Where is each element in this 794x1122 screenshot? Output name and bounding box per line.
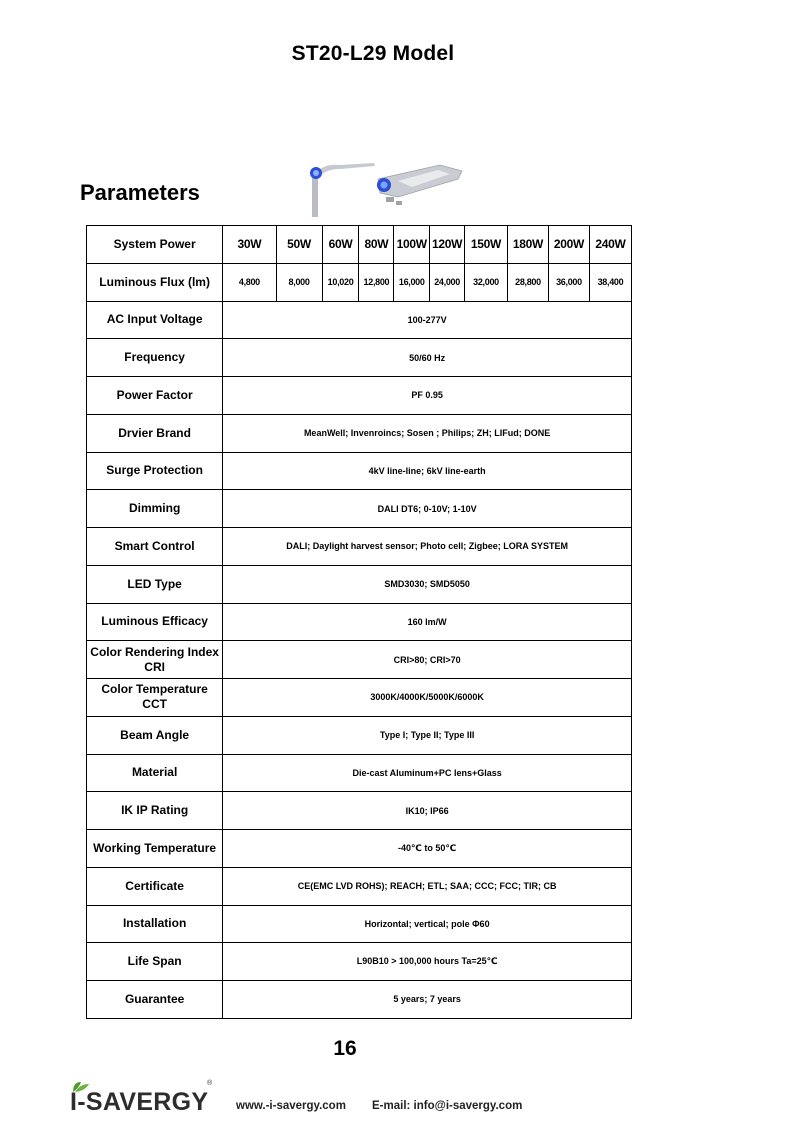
row-value: SMD3030; SMD5050: [223, 565, 632, 603]
row-value: 160 lm/W: [223, 603, 632, 641]
row-value: Horizontal; vertical; pole Φ60: [223, 905, 632, 943]
parameters-table: [86, 225, 632, 1019]
logo-text: I-SAVERGY: [70, 1088, 209, 1116]
row-label: Working Temperature: [87, 830, 223, 868]
table-row: [87, 339, 632, 377]
power-cell: 240W: [589, 226, 631, 264]
table-row: [87, 905, 632, 943]
table-row: [87, 377, 632, 415]
row-value: IK10; IP66: [223, 792, 632, 830]
table-row: [87, 528, 632, 566]
registered-mark: ®: [207, 1080, 213, 1087]
power-cell: 120W: [430, 226, 465, 264]
row-label: Material: [87, 754, 223, 792]
row-label: Luminous Flux (lm): [87, 263, 223, 301]
row-label: Beam Angle: [87, 716, 223, 754]
page-title: ST20-L29 Model: [291, 42, 455, 65]
power-cell: 200W: [548, 226, 589, 264]
table-row: [87, 754, 632, 792]
power-cell: 60W: [322, 226, 359, 264]
power-cell: 50W: [276, 226, 322, 264]
row-value: -40℃ to 50℃: [223, 830, 632, 868]
row-value: Die-cast Aluminum+PC lens+Glass: [223, 754, 632, 792]
row-label: Guarantee: [87, 981, 223, 1019]
flux-cell: 10,020: [322, 263, 359, 301]
power-cell: 180W: [508, 226, 549, 264]
power-cell: 80W: [359, 226, 394, 264]
row-value: 5 years; 7 years: [223, 981, 632, 1019]
row-label: Smart Control: [87, 528, 223, 566]
table-row: [87, 641, 632, 679]
table-row: [87, 226, 632, 264]
flux-cell: 24,000: [430, 263, 465, 301]
flux-cell: 8,000: [276, 263, 322, 301]
table-row: [87, 716, 632, 754]
flux-cell: 28,800: [508, 263, 549, 301]
table-row: [87, 981, 632, 1019]
row-value: CRI>80; CRI>70: [223, 641, 632, 679]
table-row: [87, 679, 632, 717]
row-value: L90B10 > 100,000 hours Ta=25℃: [223, 943, 632, 981]
row-label: Certificate: [87, 867, 223, 905]
power-cell: 100W: [394, 226, 430, 264]
flux-cell: 38,400: [589, 263, 631, 301]
table-row: [87, 943, 632, 981]
page-number: 16: [333, 1037, 357, 1060]
row-label: Power Factor: [87, 377, 223, 415]
row-value: 4kV line-line; 6kV line-earth: [223, 452, 632, 490]
row-label: Color Rendering Index CRI: [87, 641, 223, 679]
row-label: System Power: [87, 226, 223, 264]
brand-logo: [70, 1080, 220, 1116]
parameters-table-body: [87, 226, 632, 1019]
table-row: [87, 603, 632, 641]
flux-cell: 36,000: [548, 263, 589, 301]
row-value: Type I; Type II; Type III: [223, 716, 632, 754]
flux-cell: 12,800: [359, 263, 394, 301]
row-label: Installation: [87, 905, 223, 943]
email-link[interactable]: E-mail: info@i-savergy.com: [372, 1100, 523, 1112]
table-row: [87, 490, 632, 528]
row-value: DALI DT6; 0-10V; 1-10V: [223, 490, 632, 528]
flux-cell: 32,000: [464, 263, 507, 301]
table-row: [87, 830, 632, 868]
row-value: 50/60 Hz: [223, 339, 632, 377]
row-label: LED Type: [87, 565, 223, 603]
row-label: Luminous Efficacy: [87, 603, 223, 641]
section-heading: Parameters: [80, 180, 200, 205]
row-value: MeanWell; Invenroincs; Sosen ; Philips; ZH; LIFud; DONE: [223, 414, 632, 452]
power-cell: 30W: [223, 226, 276, 264]
row-label: Color Temperature CCT: [87, 679, 223, 717]
row-value: 3000K/4000K/5000K/6000K: [223, 679, 632, 717]
table-row: [87, 565, 632, 603]
row-label: AC Input Voltage: [87, 301, 223, 339]
row-value: 100-277V: [223, 301, 632, 339]
row-label: Drvier Brand: [87, 414, 223, 452]
row-label: Dimming: [87, 490, 223, 528]
table-row: [87, 452, 632, 490]
row-label: IK IP Rating: [87, 792, 223, 830]
table-row: [87, 301, 632, 339]
row-label: Frequency: [87, 339, 223, 377]
table-row: [87, 263, 632, 301]
product-image: [300, 157, 465, 217]
row-value: DALI; Daylight harvest sensor; Photo cell; Zigbee; LORA SYSTEM: [223, 528, 632, 566]
power-cell: 150W: [464, 226, 507, 264]
row-value: CE(EMC LVD ROHS); REACH; ETL; SAA; CCC; FCC; TIR; CB: [223, 867, 632, 905]
row-label: Surge Protection: [87, 452, 223, 490]
website-link[interactable]: www.-i-savergy.com: [236, 1100, 346, 1112]
table-row: [87, 867, 632, 905]
flux-cell: 16,000: [394, 263, 430, 301]
flux-cell: 4,800: [223, 263, 276, 301]
row-label: Life Span: [87, 943, 223, 981]
table-row: [87, 414, 632, 452]
row-value: PF 0.95: [223, 377, 632, 415]
table-row: [87, 792, 632, 830]
